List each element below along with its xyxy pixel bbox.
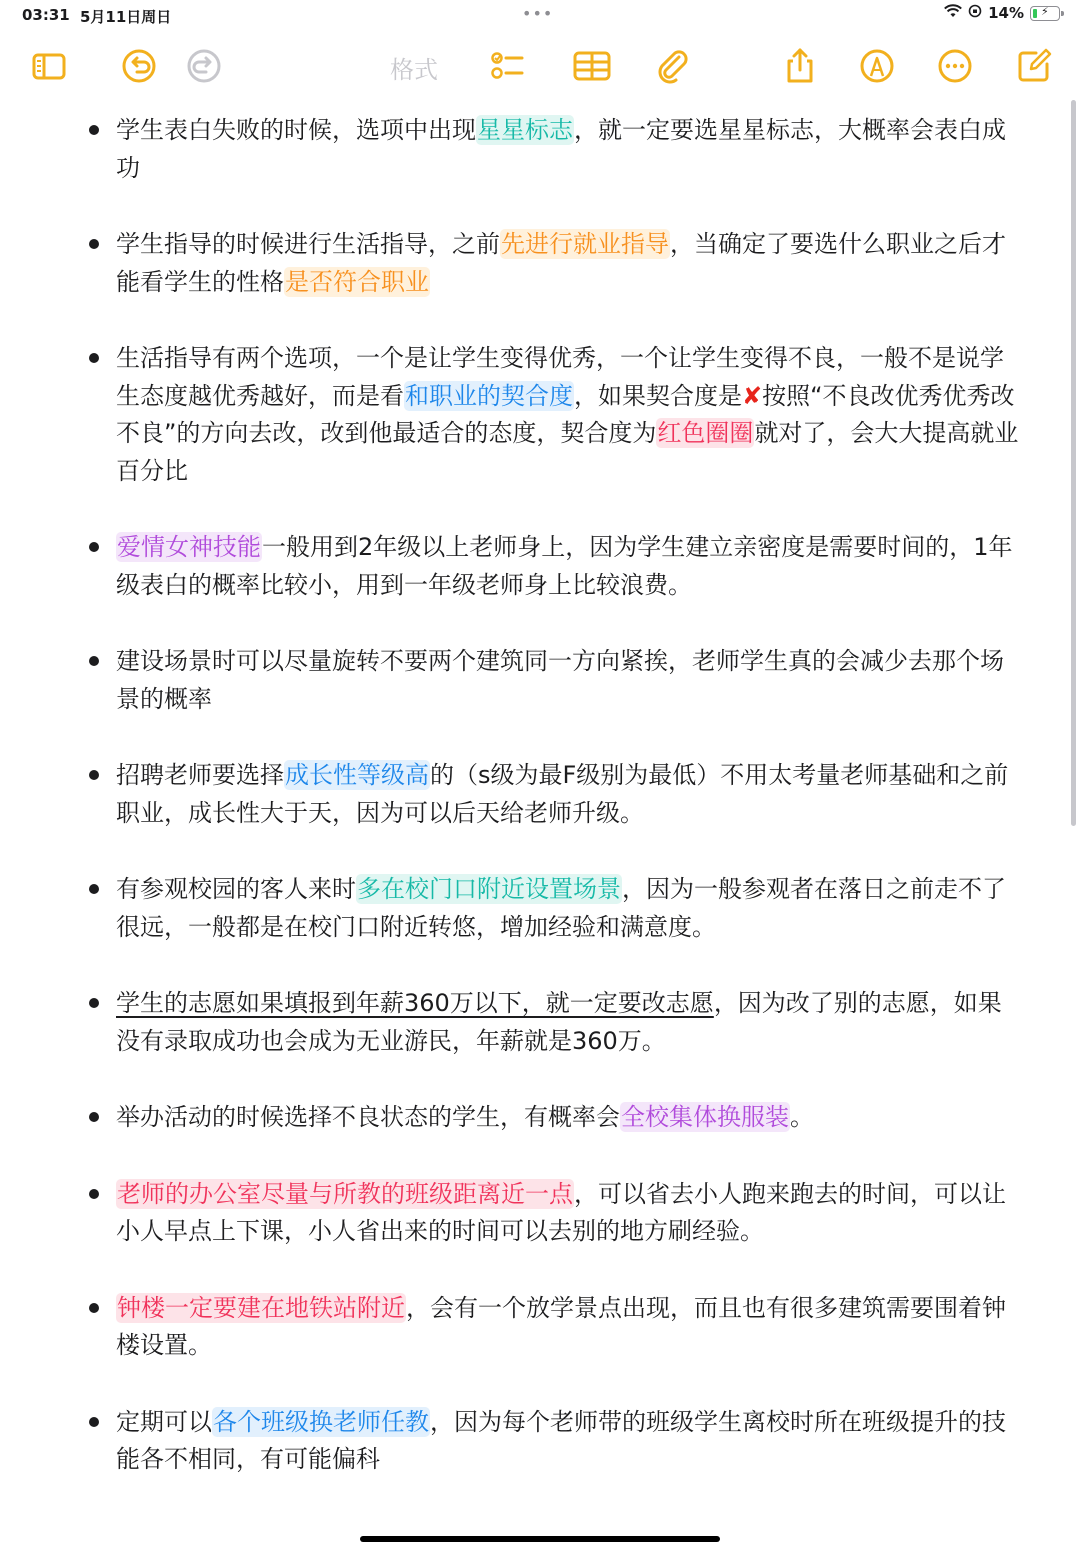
battery-icon: ⚡ bbox=[1030, 6, 1060, 21]
redo-icon[interactable] bbox=[182, 44, 226, 88]
note-text: 学生指导的时候进行生活指导，之前 bbox=[116, 230, 500, 258]
note-text: 招聘老师要选择 bbox=[116, 761, 284, 789]
list-item[interactable] bbox=[0, 226, 1080, 301]
note-text: 一般用到2年级以上老师身上，因为学生建立亲密度是需要时间的，1年级表白的概率比较小，用到一年级老师身上比较浪费。 bbox=[116, 533, 1013, 599]
list-item[interactable] bbox=[0, 1176, 1080, 1251]
highlighted-text: 各个班级换老师任教 bbox=[213, 1407, 429, 1436]
note-text: 举办活动的时候选择不良状态的学生，有概率会 bbox=[116, 1103, 620, 1131]
highlighted-text: 和职业的契合度 bbox=[405, 381, 573, 410]
list-item[interactable] bbox=[0, 871, 1080, 946]
highlighted-text: 全校集体换服装 bbox=[621, 1103, 789, 1131]
note-text: 生活指导有两个选项，一个是让学生变得优秀，一个让学生变得不良，一般不是说学生态度越优秀越好，而是看 bbox=[116, 344, 1004, 410]
orientation-lock-icon bbox=[968, 4, 982, 22]
highlighted-text: 星星标志 bbox=[477, 116, 573, 144]
highlighted-text: 成长性等级高 bbox=[285, 761, 429, 789]
note-text: 就对了，会大大提高就业百分比 bbox=[116, 419, 1019, 485]
note-text: ，可以省去小人跑来跑去的时间，可以让小人早点上下课，小人省出来的时间可以去别的地方刷经验。 bbox=[116, 1179, 1006, 1245]
note-text: ，因为一般参观者在落日之前走不了很远，一般都是在校门口附近转悠，增加经验和满意度。 bbox=[116, 875, 1006, 941]
cross-mark-icon: ✘ bbox=[742, 381, 763, 410]
highlighted-text: 红色圈圈 bbox=[657, 419, 754, 447]
sidebar-icon[interactable] bbox=[27, 44, 71, 88]
highlighted-text: 爱情女神技能 bbox=[117, 533, 261, 561]
bullet-icon bbox=[89, 656, 99, 666]
home-indicator[interactable] bbox=[360, 1536, 720, 1542]
share-icon[interactable] bbox=[778, 44, 822, 88]
list-item[interactable] bbox=[0, 757, 1080, 832]
underlined-text: 学生的志愿如果填报到年薪360万以下，就一定要改志愿 bbox=[116, 989, 714, 1017]
note-text: 学生表白失败的时候，选项中出现 bbox=[116, 116, 476, 144]
compose-icon[interactable] bbox=[1012, 44, 1056, 88]
list-item[interactable] bbox=[0, 529, 1080, 604]
attachment-icon[interactable] bbox=[651, 44, 695, 88]
note-text: ，就一定要选星星标志，大概率会表白成功 bbox=[116, 116, 1006, 182]
note-text: 的（s级为最F级别为最低）不用太考量老师基础和之前职业，成长性大于天，因为可以后天给老师升级。 bbox=[116, 761, 1009, 827]
highlighted-text: 钟楼一定要建在地铁站附近 bbox=[117, 1293, 405, 1322]
toolbar bbox=[0, 40, 1080, 90]
battery-percent: 14% bbox=[988, 4, 1024, 22]
list-item[interactable] bbox=[0, 1404, 1080, 1479]
note-text: ，会有一个放学景点出现，而且也有很多建筑需要围着钟楼设置。 bbox=[116, 1293, 1006, 1359]
checklist-icon[interactable] bbox=[485, 44, 529, 88]
bullet-icon bbox=[89, 239, 99, 249]
bullet-icon bbox=[89, 998, 99, 1008]
bullet-icon bbox=[89, 884, 99, 894]
markup-icon[interactable] bbox=[855, 44, 899, 88]
bullet-icon bbox=[89, 770, 99, 780]
format-button[interactable]: 格式 bbox=[390, 56, 438, 84]
note-text: ，如果契合度是 bbox=[574, 381, 742, 410]
note-text: 定期可以 bbox=[116, 1407, 212, 1436]
list-item[interactable] bbox=[0, 985, 1080, 1060]
table-icon[interactable] bbox=[570, 44, 614, 88]
status-date: 5月11日周日 bbox=[80, 8, 172, 26]
bullet-icon bbox=[89, 1417, 99, 1427]
highlighted-text: 是否符合职业 bbox=[285, 267, 429, 296]
scroll-indicator[interactable] bbox=[1071, 100, 1076, 826]
bullet-icon bbox=[89, 1189, 99, 1199]
highlighted-text: 老师的办公室尽量与所教的班级距离近一点 bbox=[117, 1179, 573, 1208]
highlighted-text: 多在校门口附近设置场景 bbox=[357, 875, 621, 903]
note-text: 。 bbox=[790, 1103, 814, 1131]
note-body[interactable] bbox=[0, 112, 1080, 1518]
undo-icon[interactable] bbox=[117, 44, 161, 88]
note-text: 按照“不良改优秀优秀改不良”的方向去改，改到他最适合的态度，契合度为 bbox=[116, 381, 1015, 447]
list-item[interactable] bbox=[0, 1290, 1080, 1365]
note-text: ，当确定了要选什么职业之后才能看学生的性格 bbox=[116, 230, 1006, 296]
multitasking-dots-icon[interactable]: ••• bbox=[522, 4, 554, 23]
status-time: 03:31 bbox=[22, 6, 70, 24]
bullet-icon bbox=[89, 125, 99, 135]
note-text: 有参观校园的客人来时 bbox=[116, 875, 356, 903]
bullet-icon bbox=[89, 1112, 99, 1122]
list-item[interactable] bbox=[0, 1099, 1080, 1137]
list-item[interactable] bbox=[0, 340, 1080, 490]
bullet-icon bbox=[89, 1303, 99, 1313]
status-bar bbox=[0, 0, 1080, 34]
highlighted-text: 先进行就业指导 bbox=[501, 230, 669, 258]
wifi-icon bbox=[944, 4, 962, 22]
note-text: 建设场景时可以尽量旋转不要两个建筑同一方向紧挨，老师学生真的会减少去那个场景的概率 bbox=[116, 647, 1004, 713]
list-item[interactable] bbox=[0, 643, 1080, 718]
list-item[interactable] bbox=[0, 112, 1080, 187]
status-right bbox=[944, 4, 1060, 22]
bullet-icon bbox=[89, 353, 99, 363]
more-icon[interactable] bbox=[933, 44, 977, 88]
note-text: ，因为改了别的志愿，如果没有录取成功也会成为无业游民，年薪就是360万。 bbox=[116, 989, 1002, 1055]
bullet-icon bbox=[89, 542, 99, 552]
note-text: ，因为每个老师带的班级学生离校时所在班级提升的技能各不相同，有可能偏科 bbox=[116, 1407, 1006, 1473]
